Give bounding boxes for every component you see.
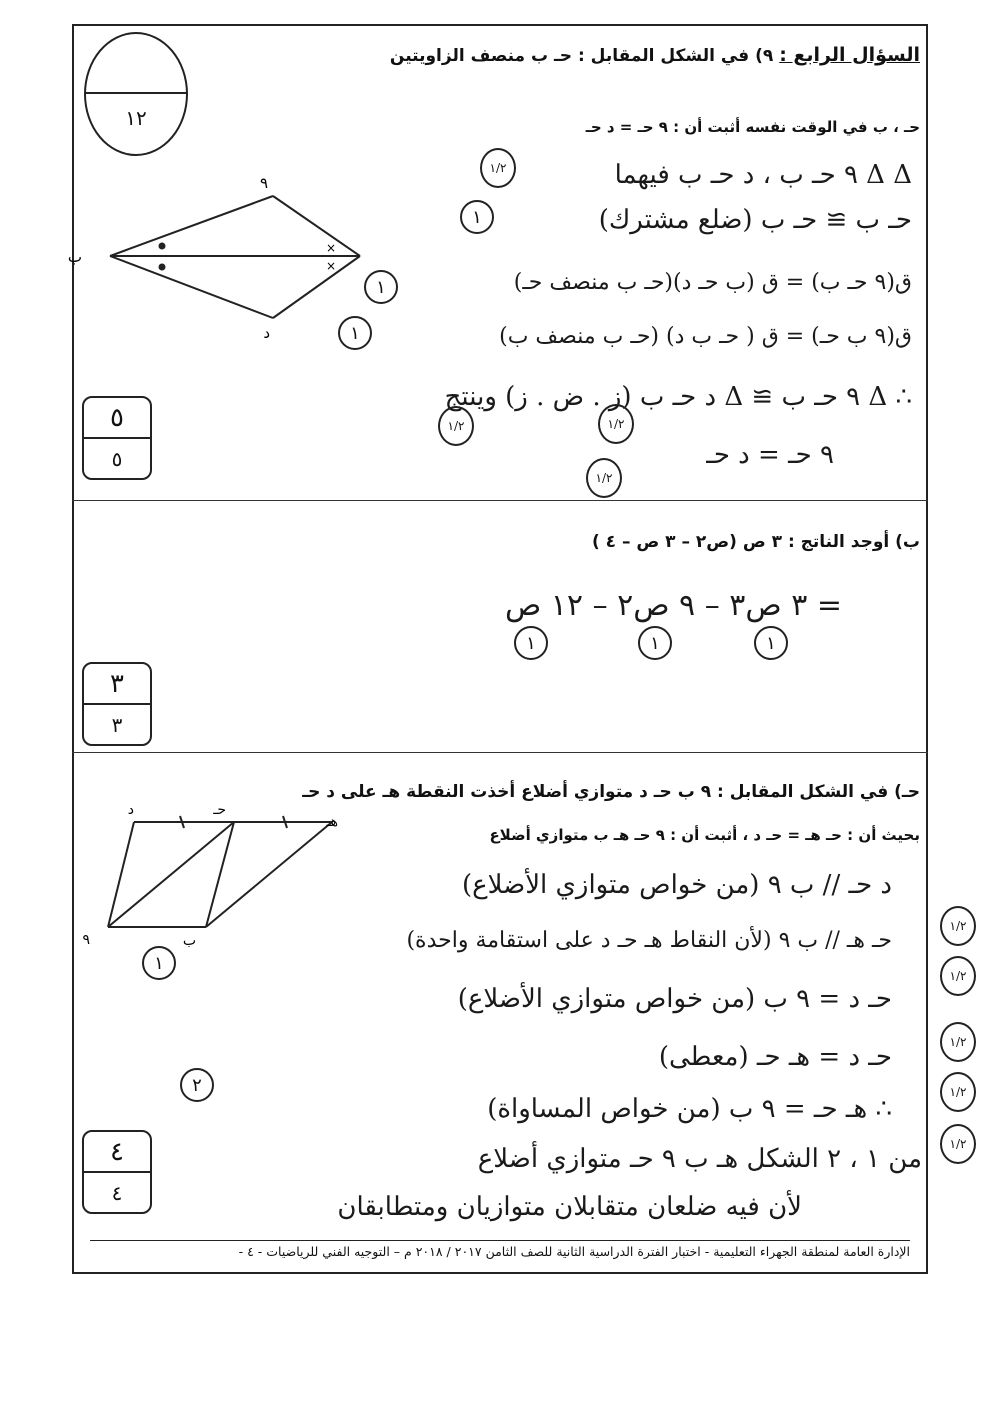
half-mark: ١/٢ bbox=[586, 458, 622, 498]
hw-line-6: ٩ حـ = د حـ bbox=[706, 440, 834, 470]
one-mark: ١ bbox=[638, 626, 672, 660]
vertex-e-label: هـ bbox=[326, 814, 338, 830]
hw-c-line-6: من ١ ، ٢ الشكل هـ ب ٩ حـ متوازي أضلاع bbox=[477, 1144, 922, 1174]
one-mark: ١ bbox=[754, 626, 788, 660]
part-b-title: ب) أوجد الناتج : ٣ ص (ص٢ – ٣ ص – ٤ ) bbox=[591, 532, 920, 552]
part-a-prove: حـ ، ب في الوقت نفسه أثبت أن : ٩ حـ = د حـ bbox=[585, 118, 920, 136]
half-mark: ١/٢ bbox=[480, 148, 516, 188]
divider-2 bbox=[72, 752, 928, 753]
score-total: ٤ bbox=[111, 1180, 123, 1205]
side-mark: ١ bbox=[142, 946, 176, 980]
angle-mark-cross: × bbox=[325, 241, 336, 255]
hw-line-5: ∴ Δ ٩ حـ ب ≅ Δ د حـ ب (ز . ض . ز) وينتج bbox=[444, 382, 912, 412]
kite-figure bbox=[67, 174, 378, 346]
one-mark: ١ bbox=[364, 270, 398, 304]
question-heading: السؤال الرابع : bbox=[779, 44, 920, 66]
hw-c-line-4: حـ د = هـ حـ (معطى) bbox=[658, 1042, 892, 1072]
vertex-c-label: حـ bbox=[213, 802, 226, 818]
score-box-a bbox=[82, 396, 152, 480]
one-mark: ١ bbox=[460, 200, 494, 234]
hw-c-line-1: د حـ // ب ٩ (من خواص متوازي الأضلاع) bbox=[461, 870, 892, 900]
half-mark: ١/٢ bbox=[598, 404, 634, 444]
hw-line-2: حـ ب ≅ حـ ب (ضلع مشترك) bbox=[598, 205, 912, 235]
one-mark: ١ bbox=[514, 626, 548, 660]
half-mark: ١/٢ bbox=[940, 1124, 976, 1164]
hw-c-line-5: ∴ هـ حـ = ٩ ب (من خواص المساواة) bbox=[487, 1094, 892, 1124]
hw-c-line-7: لأن فيه ضلعان متقابلان متوازيان ومتطابقان bbox=[337, 1192, 802, 1222]
vertex-b-label: ب bbox=[67, 248, 82, 266]
page-footer: الإدارة العامة لمنطقة الجهراء التعليمية - اختبار الفترة الدراسية الثانية للصف الثامن ٢٠١٧ / ٢٠١٨ م – التوجيه الفني للرياضيات - ٤ - bbox=[90, 1240, 910, 1259]
score-oval bbox=[84, 32, 188, 156]
vertex-b-label: ب bbox=[182, 933, 196, 949]
side-mark: ٢ bbox=[180, 1068, 214, 1102]
parallelogram-figure bbox=[82, 802, 366, 952]
score-box-b bbox=[82, 662, 152, 746]
score-total: ٥ bbox=[111, 446, 123, 471]
half-mark: ١/٢ bbox=[940, 906, 976, 946]
part-a-title: ٩) في الشكل المقابل : حـ ب منصف الزاويتين bbox=[389, 46, 774, 66]
angle-mark-dot bbox=[159, 264, 166, 271]
part-b-answer: = ٣ ص٣ – ٩ ص٢ – ١٢ ص bbox=[504, 588, 842, 623]
hw-c-line-3: حـ د = ٩ ب (من خواص متوازي الأضلاع) bbox=[457, 984, 892, 1014]
half-mark: ١/٢ bbox=[940, 956, 976, 996]
vertex-d-label: د bbox=[263, 324, 270, 342]
part-c-title: حـ) في الشكل المقابل : ٩ ب حـ د متوازي أضلاع أخذت النقطة هـ على د حـ bbox=[302, 782, 920, 802]
vertex-a-label: ٩ bbox=[259, 174, 268, 192]
hw-line-4: ق(٩ ب حـ) = ق ( حـ ب د) (حـ ب منصف ب) bbox=[499, 324, 912, 349]
divider-1 bbox=[72, 500, 928, 501]
vertex-d-label: د bbox=[127, 802, 134, 818]
score-earned: ٥ bbox=[84, 398, 150, 439]
vertex-a-label: ٩ bbox=[82, 932, 90, 948]
hw-line-3: ق(٩ حـ ب) = ق (ب حـ د)(حـ ب منصف حـ) bbox=[513, 270, 912, 295]
score-total: ٣ bbox=[111, 712, 123, 737]
part-c-prove: بحيث أن : حـ هـ = حـ د ، أثبت أن : ٩ حـ هـ ب متوازي أضلاع bbox=[489, 826, 920, 844]
score-earned: ٤ bbox=[84, 1132, 150, 1173]
half-mark: ١/٢ bbox=[940, 1022, 976, 1062]
score-oval-value: ١٢ bbox=[125, 106, 147, 130]
question-title bbox=[390, 44, 920, 66]
angle-mark-cross: × bbox=[325, 259, 336, 273]
half-mark: ١/٢ bbox=[940, 1072, 976, 1112]
hw-c-line-2: حـ هـ // ب ٩ (لأن النقاط هـ حـ د على استقامة واحدة) bbox=[406, 928, 892, 953]
score-earned: ٣ bbox=[84, 664, 150, 705]
score-box-c bbox=[82, 1130, 152, 1214]
half-mark: ١/٢ bbox=[438, 406, 474, 446]
one-mark: ١ bbox=[338, 316, 372, 350]
angle-mark-dot bbox=[159, 243, 166, 250]
hw-line-1: Δ Δ ٩ حـ ب ، د حـ ب فيهما bbox=[614, 160, 912, 190]
